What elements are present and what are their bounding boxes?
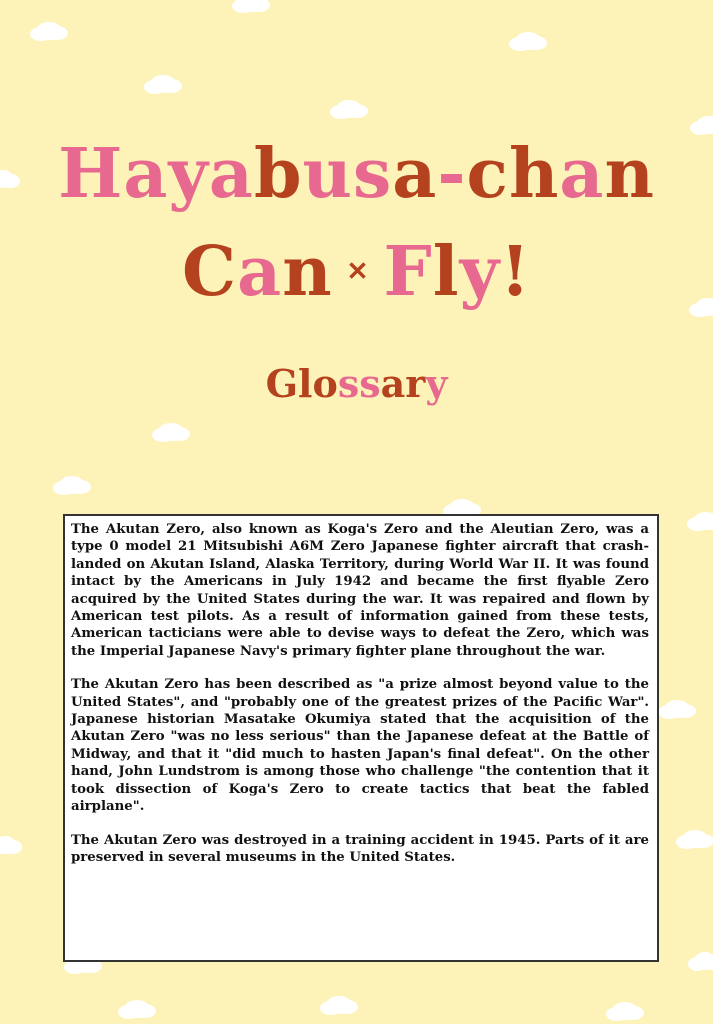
title-letter: a [208,134,254,214]
title-letter: a [237,232,283,312]
cloud-decoration [693,512,713,530]
title-letter: r [405,361,426,406]
cloud-decoration [696,116,713,134]
title-letter: s [359,361,381,406]
cloud-decoration [336,100,362,118]
title-letter: b [253,134,303,214]
title-letter: l [432,232,460,312]
title-letter: u [302,134,353,214]
title-letter: n [604,134,655,214]
cloud-decoration [150,75,176,93]
glossary-paragraph: The Akutan Zero was destroyed in a training accident in 1945. Parts of it are preserved in several museums in the United States. [71,832,649,865]
title-letter: h [508,134,560,214]
cloud-decoration [238,0,264,12]
cloud-decoration [694,952,713,970]
title-letter: a [123,134,169,214]
title-letter: a [380,361,406,406]
cloud-decoration [0,836,16,854]
cloud-decoration [664,700,690,718]
title-letter: F [383,232,433,312]
cloud-decoration [612,1002,638,1020]
crossed-x-icon: ✕ [346,256,370,287]
glossary-heading [0,361,713,406]
title-word-can [182,232,333,312]
cloud-decoration [515,32,541,50]
cloud-decoration [326,996,352,1014]
title-letter: y [168,134,209,214]
title-line-1 [0,134,713,214]
title-letter: y [425,361,448,406]
title-letter: G [265,361,299,406]
glossary-paragraph: The Akutan Zero, also known as Koga's Zero and the Aleutian Zero, was a type 0 model 21 Mitsubishi A6M Zero Japanese fighter aircraft that crash-landed on Akutan Island, Alaska Territory, during World War II. It was found intact by the Americans in July 1942 and became the first flyable Zero acquired by the United States during the war. It was repaired and flown by American test pilots. As a result of information gained from these tests, American tacticians were able to devise ways to defeat the Zero, which was the Imperial Japanese Navy's primary fighter plane throughout the war. [71,522,649,659]
cloud-decoration [36,22,62,40]
title-letter: a [559,134,605,214]
title-letter: s [352,134,393,214]
glossary-paragraph: The Akutan Zero has been described as "a prize almost beyond value to the United States", and "probably one of the greatest prizes of the Pacific War". Japanese historian Masatake Okumiya stated that the acquisition of the Akutan Zero "was no less serious" than the Japanese defeat at the Battle of Midway, and that it "did much to hasten Japan's final defeat". On the other hand, John Lundstrom is among those who challenge "the contention that it took dissection of Koga's Zero to create tactics that beat the fabled airplane". [71,677,649,815]
title-letter: c [466,134,509,214]
title-word-fly [383,232,531,312]
glossary-box [63,514,659,962]
title-letter: a [392,134,438,214]
title-letter: n [282,232,333,312]
cloud-decoration [59,476,85,494]
title-letter: H [58,134,124,214]
title-letter: s [337,361,360,406]
cloud-decoration [124,1000,150,1018]
cloud-decoration [158,423,184,441]
title-line-2 [0,232,713,312]
title-letter: C [182,232,238,312]
title-letter: - [437,134,467,214]
title-letter: l [298,361,313,406]
title-letter: ! [500,232,531,312]
title-letter: y [459,232,501,312]
title-letter: o [312,361,338,406]
cloud-decoration [682,830,708,848]
